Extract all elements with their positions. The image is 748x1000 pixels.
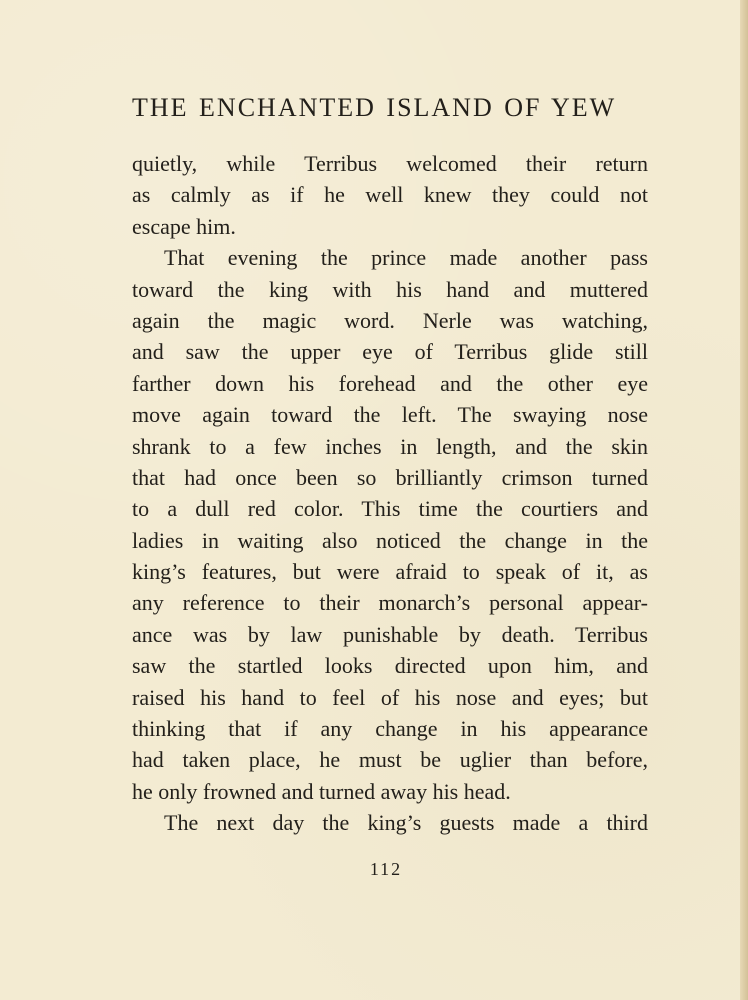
text-line-12: to a dull red color. This time the courtiers and (132, 496, 648, 522)
page-edge-shadow (740, 0, 748, 1000)
page-number: 112 (369, 859, 403, 879)
text-line-19: thinking that if any change in his appearance (132, 716, 648, 742)
text-line-4: That evening the prince made another pass (164, 245, 648, 271)
text-line-10: shrank to a few inches in length, and the skin (132, 433, 648, 459)
text-line-14: king’s features, but were afraid to speak of it, as (132, 559, 648, 585)
text-line-1: quietly, while Terribus welcomed their return (132, 151, 648, 176)
text-line-17: saw the startled looks directed upon him, and (132, 653, 648, 679)
text-line-13: ladies in waiting also noticed the change in the (132, 527, 648, 553)
text-line-2: as calmly as if he well knew they could not (132, 182, 648, 208)
text-line-20: had taken place, he must be uglier than before, (132, 747, 648, 773)
text-line-16: ance was by law punishable by death. Terribus (132, 621, 648, 647)
text-line-15: any reference to their monarch’s personal appear- (132, 590, 648, 616)
text-line-8: farther down his forehead and the other eye (132, 370, 648, 396)
text-line-5: toward the king with his hand and muttered (132, 276, 648, 302)
text-line-11: that had once been so brilliantly crimson turned (132, 464, 648, 490)
text-line-3: escape him. (132, 213, 236, 239)
text-line-7: and saw the upper eye of Terribus glide still (132, 339, 648, 365)
text-line-18: raised his hand to feel of his nose and eyes; but (132, 684, 648, 710)
text-line-21: he only frowned and turned away his head. (132, 778, 511, 804)
text-line-6: again the magic word. Nerle was watching, (132, 307, 648, 333)
running-head: THE ENCHANTED ISLAND OF YEW (132, 93, 617, 122)
page-body (132, 148, 648, 839)
text-line-9: move again toward the left. The swaying nose (132, 402, 648, 428)
text-line-22: The next day the king’s guests made a third (164, 810, 648, 836)
